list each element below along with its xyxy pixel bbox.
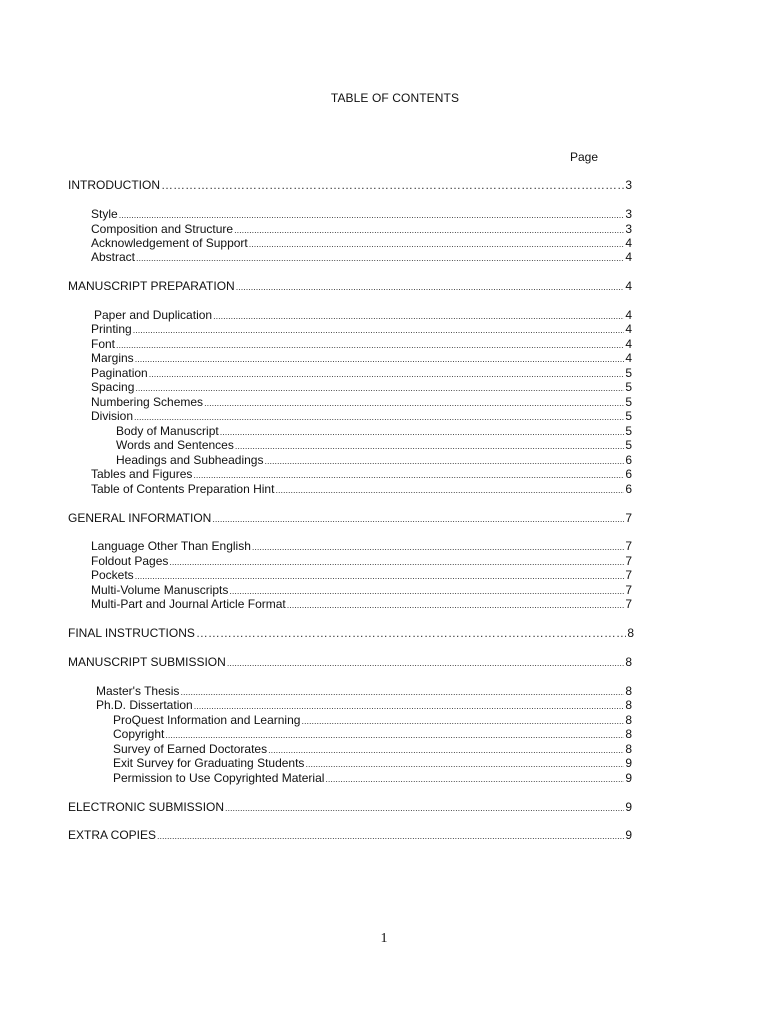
dot-leader: [161, 178, 624, 193]
dot-leader: [305, 757, 624, 771]
toc-entry-label: GENERAL INFORMATION: [68, 511, 212, 525]
toc-entry-label: Exit Survey for Graduating Students: [113, 756, 305, 770]
dot-leader: [268, 743, 624, 757]
toc-entry-phd-dissertation[interactable]: [96, 698, 632, 712]
toc-entry-label: Language Other Than English: [91, 539, 251, 553]
toc-entry-label: Permission to Use Copyrighted Material: [113, 771, 325, 785]
toc-entry-label: Multi-Volume Manuscripts: [91, 583, 229, 597]
toc-entry-page: 8: [625, 713, 632, 727]
toc-entry-margins[interactable]: [91, 351, 632, 365]
toc-entry-toc-hint[interactable]: [91, 482, 632, 496]
toc-entry-font[interactable]: [91, 337, 632, 351]
dot-leader: [135, 352, 625, 366]
toc-entry-label: Words and Sentences: [116, 438, 234, 452]
toc-entry-label: Survey of Earned Doctorates: [113, 742, 268, 756]
toc-entry-extra-copies[interactable]: [68, 828, 632, 842]
toc-entry-label: Spacing: [91, 380, 135, 394]
dot-leader: [252, 540, 624, 554]
dot-leader: [193, 468, 624, 482]
toc-entry-page: 7: [625, 568, 632, 582]
toc-entry-page: 7: [625, 597, 632, 611]
toc-entry-label: Margins: [91, 351, 134, 365]
toc-entry-introduction[interactable]: [68, 178, 632, 192]
toc-entry-page: 6: [625, 453, 632, 467]
dot-leader: [134, 410, 624, 424]
toc-entry-multi-part[interactable]: [91, 597, 632, 611]
dot-leader: [116, 338, 624, 352]
toc-entry-page: 4: [625, 308, 632, 322]
dot-leader: [133, 323, 625, 337]
toc-entry-page: 4: [625, 236, 632, 250]
toc-entry-style[interactable]: [91, 207, 632, 221]
dot-leader: [135, 381, 624, 395]
toc-entry-page: 8: [625, 684, 632, 698]
toc-entry-manuscript-preparation[interactable]: [68, 279, 632, 293]
toc-entry-permission-copyrighted[interactable]: [113, 771, 632, 785]
toc-entry-headings-subheadings[interactable]: [116, 453, 632, 467]
toc-entry-body-of-manuscript[interactable]: [116, 424, 632, 438]
toc-entry-page: 5: [625, 424, 632, 438]
toc-entry-page: 8: [625, 742, 632, 756]
toc-entry-pockets[interactable]: [91, 568, 632, 582]
toc-entry-composition[interactable]: [91, 222, 632, 236]
toc-entry-page: 4: [625, 337, 632, 351]
toc-entry-division[interactable]: [91, 409, 632, 423]
toc-entry-survey-earned-doctorates[interactable]: [113, 742, 632, 756]
toc-entry-label: Master's Thesis: [96, 684, 180, 698]
dot-leader: [149, 367, 625, 381]
toc-entry-label: Style: [91, 207, 118, 221]
toc-entry-label: Paper and Duplication: [94, 308, 213, 322]
toc-entry-label: MANUSCRIPT SUBMISSION: [68, 655, 226, 669]
toc-entry-page: 4: [625, 279, 632, 293]
toc-entry-label: Composition and Structure: [91, 222, 234, 236]
toc-entry-label: ELECTRONIC SUBMISSION: [68, 800, 225, 814]
toc-entry-paper-duplication[interactable]: [94, 308, 632, 322]
toc-entry-page: 5: [625, 380, 632, 394]
toc-entry-tables-figures[interactable]: [91, 467, 632, 481]
dot-leader: [249, 237, 625, 251]
toc-entry-printing[interactable]: [91, 322, 632, 336]
toc-entry-page: 9: [625, 828, 632, 842]
dot-leader: [136, 251, 624, 265]
toc-entry-label: Numbering Schemes: [91, 395, 204, 409]
toc-entry-spacing[interactable]: [91, 380, 632, 394]
toc-entry-numbering-schemes[interactable]: [91, 395, 632, 409]
toc-entry-label: INTRODUCTION: [68, 178, 160, 192]
dot-leader: [169, 555, 624, 569]
toc-entry-pagination[interactable]: [91, 366, 632, 380]
dot-leader: [157, 829, 624, 843]
toc-entry-page: 7: [625, 554, 632, 568]
dot-leader: [275, 483, 624, 497]
dot-leader: [227, 656, 625, 670]
toc-entry-copyright[interactable]: [113, 727, 632, 741]
toc-entry-label: FINAL INSTRUCTIONS: [68, 626, 195, 640]
dot-leader: [194, 699, 625, 713]
toc-entry-label: Pagination: [91, 366, 148, 380]
toc-entry-page: 9: [625, 800, 632, 814]
toc-entry-page: 7: [625, 583, 632, 597]
dot-leader: [165, 728, 624, 742]
toc-entry-label: MANUSCRIPT PREPARATION: [68, 279, 235, 293]
toc-entry-label: Table of Contents Preparation Hint: [91, 482, 275, 496]
toc-entry-page: 6: [625, 482, 632, 496]
toc-entry-label: Font: [91, 337, 116, 351]
toc-entry-abstract[interactable]: [91, 250, 632, 264]
toc-entry-label: Division: [91, 409, 134, 423]
toc-entry-label: Ph.D. Dissertation: [96, 698, 193, 712]
toc-entry-label: Abstract: [91, 250, 136, 264]
dot-leader: [196, 626, 626, 641]
dot-leader: [119, 208, 625, 222]
dot-leader: [212, 512, 624, 526]
dot-leader: [264, 454, 624, 468]
dot-leader: [301, 714, 624, 728]
page-column-label: Page: [570, 150, 599, 164]
toc-entry-page: 4: [625, 322, 632, 336]
toc-entry-page: 9: [625, 756, 632, 770]
toc-entry-page: 7: [625, 511, 632, 525]
dot-leader: [135, 569, 625, 583]
toc-entry-label: Acknowledgement of Support: [91, 236, 248, 250]
toc-entry-page: 6: [625, 467, 632, 481]
dot-leader: [234, 223, 624, 237]
toc-entry-page: 9: [625, 771, 632, 785]
dot-leader: [220, 425, 625, 439]
dot-leader: [325, 772, 624, 786]
toc-entry-label: Tables and Figures: [91, 467, 193, 481]
toc-entry-label: Multi-Part and Journal Article Format: [91, 597, 286, 611]
toc-entry-words-sentences[interactable]: [116, 438, 632, 452]
toc-entry-label: EXTRA COPIES: [68, 828, 157, 842]
toc-entry-manuscript-submission[interactable]: [68, 655, 632, 669]
toc-entry-electronic-submission[interactable]: [68, 800, 632, 814]
toc-entry-page: 4: [625, 351, 632, 365]
toc-entry-page: 4: [625, 250, 632, 264]
toc-entry-page: 7: [625, 539, 632, 553]
toc-entry-page: 5: [625, 366, 632, 380]
toc-entry-general-information[interactable]: [68, 511, 632, 525]
dot-leader: [225, 801, 624, 815]
toc-entry-label: Foldout Pages: [91, 554, 169, 568]
toc-entry-exit-survey[interactable]: [113, 756, 632, 770]
dot-leader: [180, 685, 624, 699]
page-number: 1: [380, 931, 388, 946]
toc-entry-page: 3: [625, 207, 632, 221]
toc-entry-label: Body of Manuscript: [116, 424, 219, 438]
toc-entry-label: Copyright: [113, 727, 165, 741]
toc-entry-label: Headings and Subheadings: [116, 453, 264, 467]
dot-leader: [235, 439, 624, 453]
toc-entry-final-instructions[interactable]: [68, 626, 634, 640]
toc-entry-page: 5: [625, 395, 632, 409]
toc-entry-page: 8: [625, 727, 632, 741]
toc-entry-multi-volume[interactable]: [91, 583, 632, 597]
toc-entry-label: Pockets: [91, 568, 134, 582]
toc-entry-acknowledgement[interactable]: [91, 236, 632, 250]
toc-entry-language[interactable]: [91, 539, 632, 553]
page-title: TABLE OF CONTENTS: [330, 91, 460, 105]
toc-entry-proquest[interactable]: [113, 713, 632, 727]
dot-leader: [229, 584, 624, 598]
toc-entry-page: 8: [625, 698, 632, 712]
toc-entry-page: 8: [625, 655, 632, 669]
toc-entry-page: 3: [625, 178, 632, 192]
toc-entry-page: 5: [625, 438, 632, 452]
toc-entry-masters-thesis[interactable]: [96, 684, 632, 698]
toc-entry-label: Printing: [91, 322, 132, 336]
toc-entry-foldout-pages[interactable]: [91, 554, 632, 568]
dot-leader: [204, 396, 624, 410]
toc-entry-label: ProQuest Information and Learning: [113, 713, 301, 727]
dot-leader: [213, 309, 624, 323]
dot-leader: [236, 280, 625, 294]
dot-leader: [287, 598, 625, 612]
toc-entry-page: 3: [625, 222, 632, 236]
toc-entry-page: 5: [625, 409, 632, 423]
toc-entry-page: 8: [627, 626, 634, 640]
